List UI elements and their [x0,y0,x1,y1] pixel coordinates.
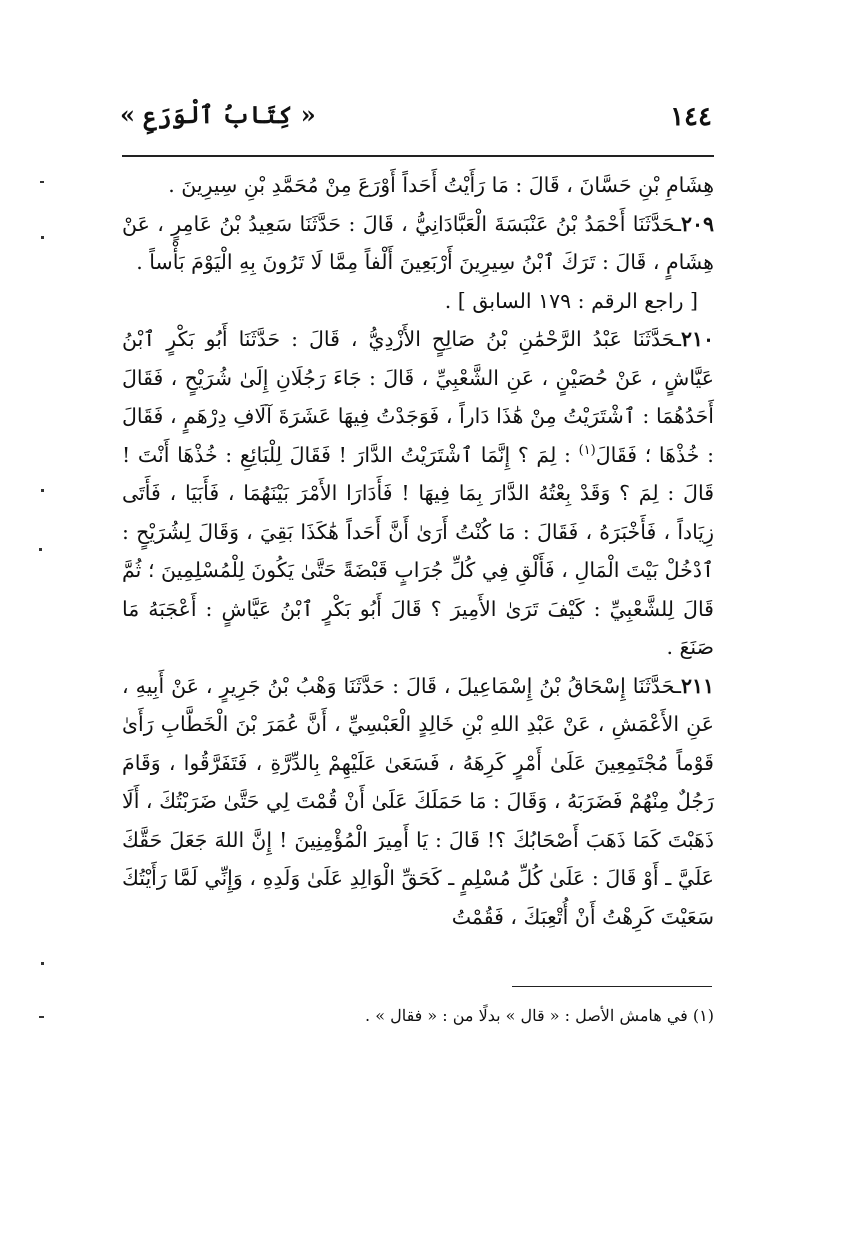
scan-speck [41,236,44,239]
paragraph-text: [ راجع الرقم : ١٧٩ السابق ] . [444,288,698,313]
footnote-reference[interactable]: (١) [578,442,596,458]
paragraph-text-continued: : لِمَ ؟ إِنَّمَا ٱشْتَرَيْتُ الدَّارَ ! فَقَالَ لِلْبَائِعِ : خُذْهَا أَنْتَ ! قَالَ : لِمَ ؟ وَقَدْ بِعْتُهُ الدَّارَ بِمَا فِيهَا ! فَأَدَارَا الأَمْرَ بَيْنَهُمَا ، فَأَبَيَا ، فَأَتَى زِيَاداً ، فَأَخْبَرَهُ ، فَقَالَ : مَا كُنْتُ أَرَىٰ أَنَّ أَحَداً هَٰكَذَا بَقِيَ ، وَقَالَ لِشُرَيْحٍ : ٱدْخُلْ بَيْتَ الْمَالِ ، فَأَلْقِ فِي كُلِّ جُرَابٍ قَبْضَةً حَتَّىٰ يَكُونَ لِلْمُسْلِمِينَ ؛ ثُمَّ قَالَ لِلشَّعْبِيِّ : كَيْفَ تَرَىٰ الأَمِيرَ ؟ قَالَ أَبُو بَكْرٍ ٱبْنُ عَيَّاشٍ : أَعْجَبَهُ مَا صَنَعَ . [122,442,714,659]
scan-speck [39,548,42,551]
hadith-number: ٢٠٩ [680,211,714,236]
paragraph-text: حَدَّثَنَا إِسْحَاقُ بْنُ إِسْمَاعِيلَ ، قَالَ : حَدَّثَنَا وَهْبُ بْنُ جَرِيرٍ ، عَنْ أَبِيهِ ، عَنِ الأَعْمَشِ ، عَنْ عَبْدِ اللهِ بْنِ خَالِدٍ الْعَبْسِيِّ ، أَنَّ عُمَرَ بْنَ الْخَطَّابِ رَأَىٰ قَوْماً مُجْتَمِعِينَ عَلَىٰ أَمْرٍ كَرِهَهُ ، فَسَعَىٰ عَلَيْهِمْ بِالدِّرَّةِ ، فَتَفَرَّقُوا ، وَقَامَ رَجُلٌ مِنْهُمْ فَضَرَبَهُ ، وَقَالَ : مَا حَمَلَكَ عَلَىٰ أَنْ قُمْتَ لِي حَتَّىٰ ضَرَبْتُكَ ، أَلَا ذَهَبْتَ كَمَا ذَهَبَ أَصْحَابُكَ ؟! قَالَ : يَا أَمِيرَ الْمُؤْمِنِينَ ! إِنَّ اللهَ جَعَلَ حَقَّكَ عَلَيَّ ـ أَوْ قَالَ : عَلَىٰ كُلِّ مُسْلِمٍ ـ كَحَقِّ الْوَالِدِ عَلَىٰ وَلَدِهِ ، وَإِنِّي لَمَّا رَأَيْتُكَ سَعَيْتَ كَرِهْتُ أَنْ أُتْعِبَكَ ، فَقُمْتُ [122,673,714,929]
cross-reference [122,282,714,321]
paragraph-continuation [122,166,714,205]
footnote-text: في هامش الأصل : « قال » بدلًا من : « فقال » . [365,1006,688,1025]
paragraph-text: حَدَّثَنَا عَبْدُ الرَّحْمَٰنِ بْنُ صَالِحٍ الأَزْدِيُّ ، قَالَ : حَدَّثَنَا أَبُو بَكْرٍ ٱبْنُ عَيَّاشٍ ، عَنْ حُصَيْنٍ ، عَنِ الشَّعْبِيِّ ، قَالَ : جَاءَ رَجُلَانِ إِلَىٰ شُرَيْحٍ ، فَقَالَ أَحَدُهُمَا : ٱشْتَرَيْتُ مِنْ هَٰذَا دَاراً ، فَوَجَدْتُ فِيهَا عَشَرَةَ آلَافِ دِرْهَمٍ ، فَقَالَ : خُذْهَا ؛ فَقَالَ [122,327,714,467]
running-title: « كِتَابُ ٱلْوَرَعِ » [120,100,316,129]
header-rule [122,155,714,157]
hadith-209: ٢٠٩ـحَدَّثَنَا أَحْمَدُ بْنُ عَنْبَسَةَ الْعَبَّادَانِيُّ ، قَالَ : حَدَّثَنَا سَعِيدُ بْنُ عَامِرٍ ، عَنْ هِشَامٍ ، قَالَ : تَرَكَ ٱبْنُ سِيرِينَ أَرْبَعِينَ أَلْفاً مِمَّا لَا تَرُونَ بِهِ الْيَوْمَ بَأْساً . [122,211,714,274]
scan-speck [41,962,44,965]
paragraph-text: حَدَّثَنَا أَحْمَدُ بْنُ عَنْبَسَةَ الْعَبَّادَانِيُّ ، قَالَ : حَدَّثَنَا سَعِيدُ بْنُ عَامِرٍ ، عَنْ هِشَامٍ ، قَالَ : تَرَكَ ٱبْنُ سِيرِينَ أَرْبَعِينَ أَلْفاً مِمَّا لَا تَرُونَ بِهِ الْيَوْمَ بَأْساً . [122,211,714,274]
hadith-number: ٢١١ [680,673,714,698]
paragraph-text: هِشَامِ بْنِ حَسَّانَ ، قَالَ : مَا رَأَيْتُ أَحَداً أَوْرَعَ مِنْ مُحَمَّدِ بْنِ سِيرِينَ . [168,173,714,197]
main-text [122,166,714,936]
scan-speck [41,489,44,492]
hadith-number: ٢١٠ [680,327,714,351]
hadith-210: ٢١٠ـحَدَّثَنَا عَبْدُ الرَّحْمَٰنِ بْنُ صَالِحٍ الأَزْدِيُّ ، قَالَ : حَدَّثَنَا أَبُو بَكْرٍ ٱبْنُ عَيَّاشٍ ، عَنْ حُصَيْنٍ ، عَنِ الشَّعْبِيِّ ، قَالَ : جَاءَ رَجُلَانِ إِلَىٰ شُرَيْحٍ ، فَقَالَ أَحَدُهُمَا : ٱشْتَرَيْتُ مِنْ هَٰذَا دَاراً ، فَوَجَدْتُ فِيهَا عَشَرَةَ آلَافِ دِرْهَمٍ ، فَقَالَ : خُذْهَا ؛ فَقَالَ$^{(١)}$ : لِمَ ؟ إِنَّمَا ٱشْتَرَيْتُ الدَّارَ ! فَقَالَ لِلْبَائِعِ : خُذْهَا أَنْتَ ! قَالَ : لِمَ ؟ وَقَدْ بِعْتُهُ الدَّارَ بِمَا فِيهَا ! فَأَدَارَا الأَمْرَ بَيْنَهُمَا ، فَأَبَيَا ، فَأَتَى زِيَاداً ، فَأَخْبَرَهُ ، فَقَالَ : مَا كُنْتُ أَرَىٰ أَنَّ أَحَداً هَٰكَذَا بَقِيَ ، وَقَالَ لِشُرَيْحٍ : ٱدْخُلْ بَيْتَ الْمَالِ ، فَأَلْقِ فِي كُلِّ جُرَابٍ قَبْضَةً حَتَّىٰ يَكُونَ لِلْمُسْلِمِينَ ؛ ثُمَّ قَالَ لِلشَّعْبِيِّ : كَيْفَ تَرَىٰ الأَمِيرَ ؟ قَالَ أَبُو بَكْرٍ ٱبْنُ عَيَّاشٍ : أَعْجَبَهُ مَا صَنَعَ . [122,327,714,659]
scan-speck [40,181,44,183]
page-number: ١٤٤ [670,102,712,132]
hadith-211: ٢١١ـحَدَّثَنَا إِسْحَاقُ بْنُ إِسْمَاعِيلَ ، قَالَ : حَدَّثَنَا وَهْبُ بْنُ جَرِيرٍ ، عَنْ أَبِيهِ ، عَنِ الأَعْمَشِ ، عَنْ عَبْدِ اللهِ بْنِ خَالِدٍ الْعَبْسِيِّ ، أَنَّ عُمَرَ بْنَ الْخَطَّابِ رَأَىٰ قَوْماً مُجْتَمِعِينَ عَلَىٰ أَمْرٍ كَرِهَهُ ، فَسَعَىٰ عَلَيْهِمْ بِالدِّرَّةِ ، فَتَفَرَّقُوا ، وَقَامَ رَجُلٌ مِنْهُمْ فَضَرَبَهُ ، وَقَالَ : مَا حَمَلَكَ عَلَىٰ أَنْ قُمْتَ لِي حَتَّىٰ ضَرَبْتُكَ ، أَلَا ذَهَبْتَ كَمَا ذَهَبَ أَصْحَابُكَ ؟! قَالَ : يَا أَمِيرَ الْمُؤْمِنِينَ ! إِنَّ اللهَ جَعَلَ حَقَّكَ عَلَيَّ ـ أَوْ قَالَ : عَلَىٰ كُلِّ مُسْلِمٍ ـ كَحَقِّ الْوَالِدِ عَلَىٰ وَلَدِهِ ، وَإِنِّي لَمَّا رَأَيْتُكَ سَعَيْتَ كَرِهْتُ أَنْ أُتْعِبَكَ ، فَقُمْتُ [122,673,714,929]
footnote-rule [512,986,712,987]
footnote [122,1004,714,1028]
page-header [120,96,712,144]
footnote-number: (١) [692,1006,714,1025]
scan-speck [39,1016,44,1018]
